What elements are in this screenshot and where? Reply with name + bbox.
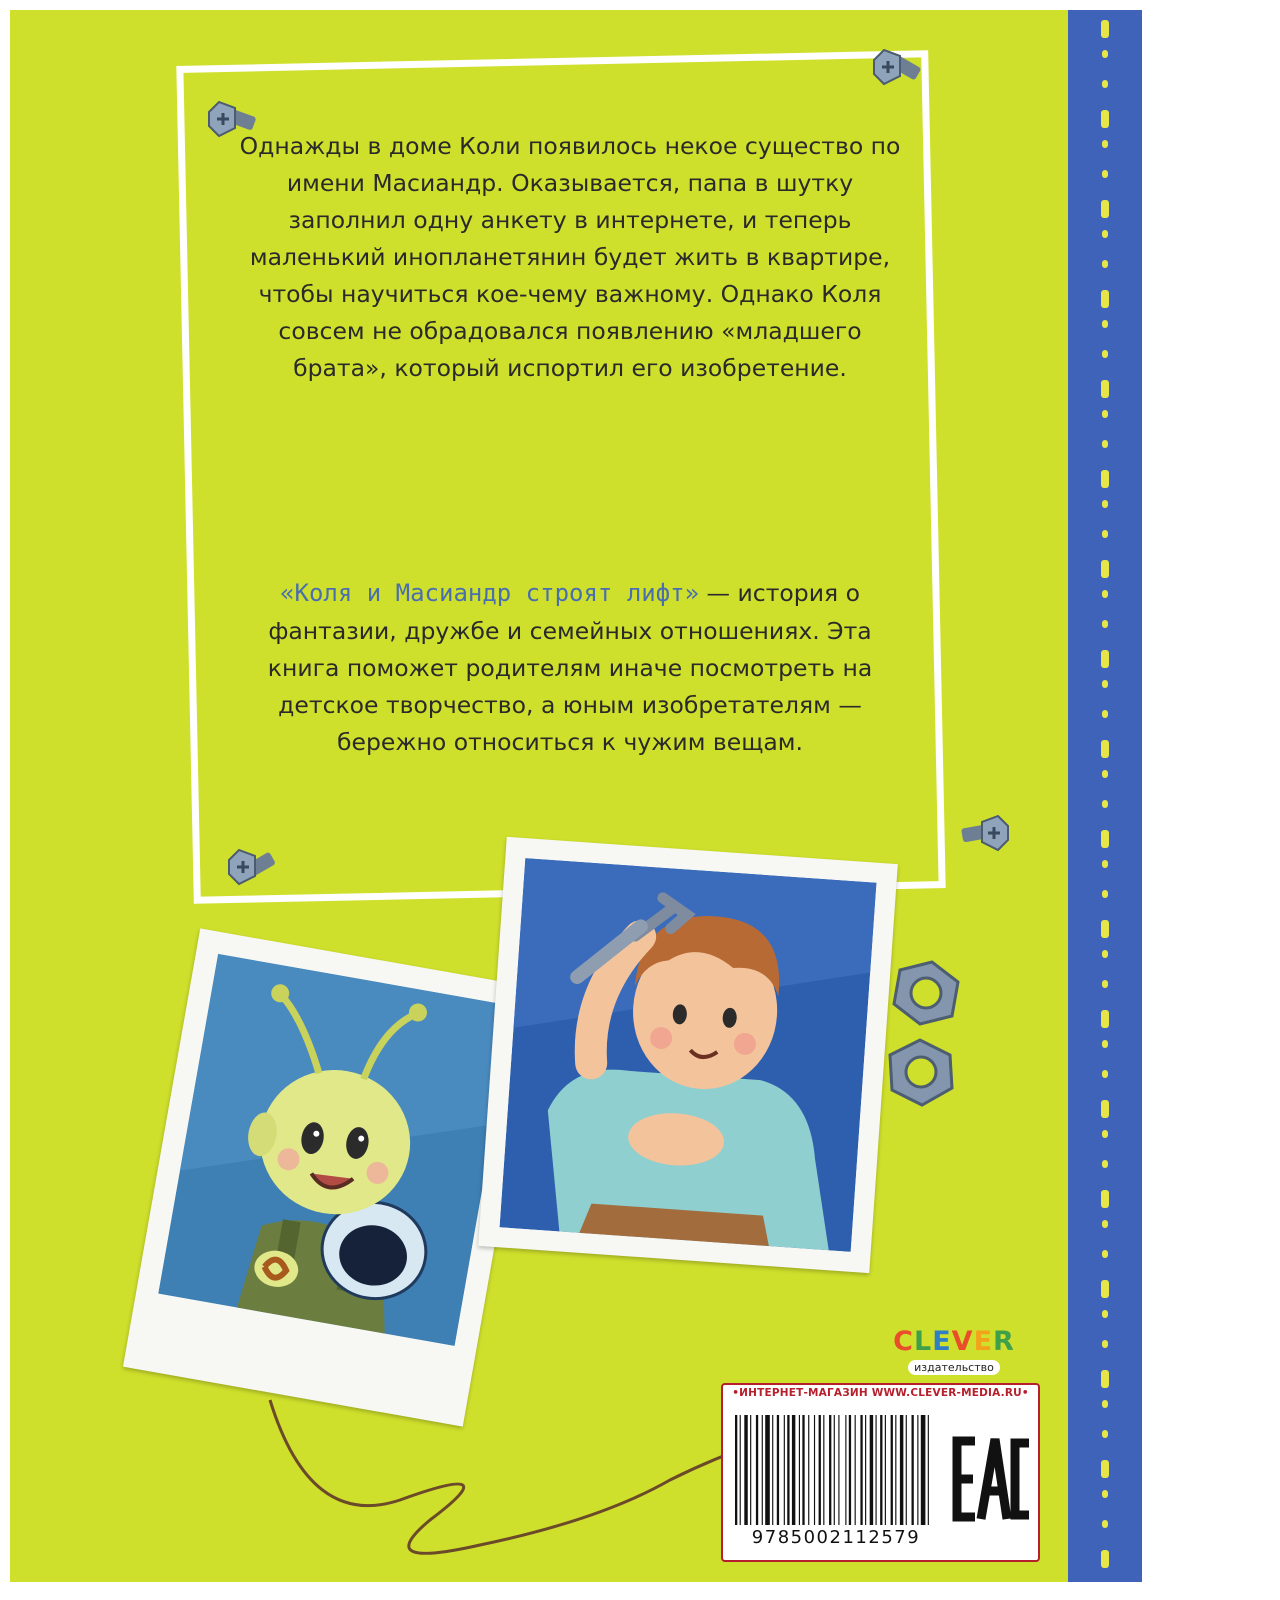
- screw-icon: [958, 812, 1012, 858]
- book-title-quote: «Коля и Масиандр строят лифт»: [280, 579, 700, 607]
- nut-icon: [890, 1040, 952, 1105]
- screw-icon: [225, 846, 279, 892]
- barcode-bars: [731, 1415, 936, 1525]
- description-paragraph-1: Однажды в доме Коли появилось некое существо по имени Масиандр. Оказывается, папа в шутку заполнил одну анкету в интернете, и теперь маленький инопланетянин будет жить в квартире, чтобы научиться кое-чему важному. Однако Коля совсем не обрадовался появлению «младшего брата», который испортил его изобретение.: [239, 132, 901, 382]
- publisher-logo-letter: C: [893, 1326, 914, 1357]
- publisher-logo-subtitle: издательство: [908, 1360, 1000, 1375]
- boy-illustration: [500, 858, 877, 1252]
- isbn-number: 9785002112579: [751, 1527, 921, 1548]
- barcode-label: [721, 1383, 1040, 1562]
- publisher-logo: [880, 1328, 1028, 1372]
- alien-illustration: [158, 954, 514, 1346]
- description-paragraph-2: [230, 575, 910, 761]
- nut-icon: [894, 962, 958, 1024]
- publisher-logo-text: [880, 1328, 1028, 1356]
- photo-card-boy: [478, 837, 898, 1273]
- eac-certification-mark: [951, 1419, 1031, 1539]
- screw-icon: [870, 46, 924, 92]
- publisher-logo-letter: E: [932, 1326, 952, 1357]
- publisher-logo-letter: L: [914, 1326, 933, 1357]
- description-paragraph-2-text: — история о фантазии, дружбе и семейных отношениях. Эта книга поможет родителям иначе посмотреть на детское творчество, а юным изобретателям — бережно относиться к чужим вещам.: [267, 579, 873, 756]
- publisher-logo-letter: E: [973, 1326, 994, 1357]
- eac-mark-text: EAC: [951, 1419, 953, 1420]
- nut-icons: [870, 960, 990, 1130]
- publisher-logo-letter: R: [993, 1326, 1015, 1357]
- publisher-logo-letter: V: [951, 1326, 974, 1357]
- online-shop-url: •ИНТЕРНЕТ-МАГАЗИН WWW.CLEVER-MEDIA.RU•: [732, 1387, 1029, 1399]
- spine-dot-pattern: [1092, 14, 1118, 1574]
